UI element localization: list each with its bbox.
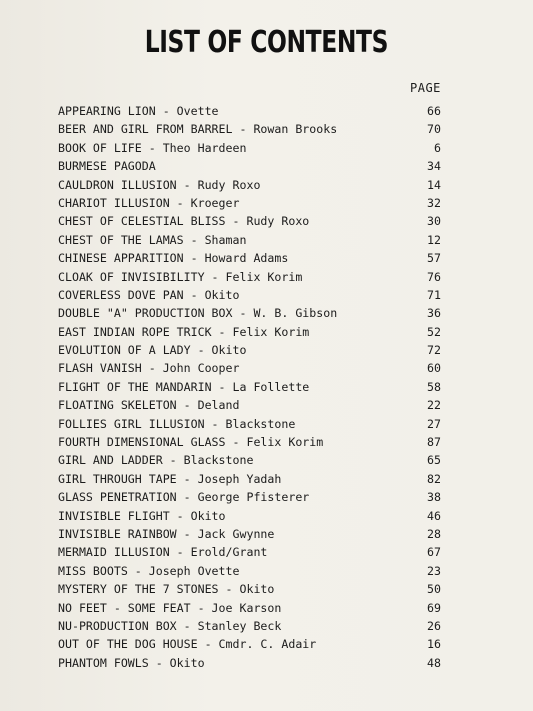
entry-title: CHINESE APPARITION - Howard Adams <box>58 251 289 266</box>
entry-page-number: 48 <box>427 655 441 670</box>
list-item <box>0 102 533 120</box>
entry-page-number: 52 <box>427 324 441 339</box>
entry-page-number: 34 <box>427 159 441 174</box>
list-item <box>0 304 533 322</box>
entry-title: BOOK OF LIFE - Theo Hardeen <box>58 140 247 155</box>
list-item <box>0 359 533 377</box>
entry-page-number: 60 <box>427 361 441 376</box>
list-item <box>0 249 533 267</box>
list-item <box>0 194 533 212</box>
list-item <box>0 139 533 157</box>
list-item <box>0 378 533 396</box>
entry-page-number: 70 <box>427 122 441 137</box>
entry-page-number: 76 <box>427 269 441 284</box>
entry-title: NU-PRODUCTION BOX - Stanley Beck <box>58 618 282 633</box>
entry-page-number: 66 <box>427 104 441 118</box>
entry-title: MISS BOOTS - Joseph Ovette <box>58 563 240 578</box>
list-item <box>0 507 533 525</box>
entry-title: GIRL THROUGH TAPE - Joseph Yadah <box>58 471 282 486</box>
list-item <box>0 488 533 506</box>
list-item <box>0 396 533 414</box>
entry-title: INVISIBLE RAINBOW - Jack Gwynne <box>58 526 275 541</box>
list-item <box>0 212 533 230</box>
entry-title: INVISIBLE FLIGHT - Okito <box>58 508 226 523</box>
entry-page-number: 57 <box>427 251 441 266</box>
entry-page-number: 26 <box>427 618 441 633</box>
entry-title: NO FEET - SOME FEAT - Joe Karson <box>58 600 282 615</box>
entry-page-number: 82 <box>427 471 441 486</box>
entry-title: CHEST OF CELESTIAL BLISS - Rudy Roxo <box>58 214 310 229</box>
entry-title: FLIGHT OF THE MANDARIN - La Follette <box>58 379 310 394</box>
entry-page-number: 32 <box>427 195 441 210</box>
entry-page-number: 28 <box>427 526 441 541</box>
entry-title: EVOLUTION OF A LADY - Okito <box>58 343 247 358</box>
entry-page-number: 14 <box>427 177 441 192</box>
entry-title: FOURTH DIMENSIONAL GLASS - Felix Korim <box>58 435 324 450</box>
entry-page-number: 22 <box>427 398 441 413</box>
list-item <box>0 635 533 653</box>
list-item <box>0 323 533 341</box>
list-item <box>0 562 533 580</box>
entry-page-number: 72 <box>427 343 441 358</box>
list-item <box>0 654 533 672</box>
entry-title: CLOAK OF INVISIBILITY - Felix Korim <box>58 269 303 284</box>
entry-page-number: 50 <box>427 582 441 597</box>
list-item <box>0 617 533 635</box>
entry-title: MYSTERY OF THE 7 STONES - Okito <box>58 582 275 597</box>
entry-title: BEER AND GIRL FROM BARREL - Rowan Brooks <box>58 122 338 137</box>
entry-page-number: 38 <box>427 490 441 505</box>
entry-page-number: 23 <box>427 563 441 578</box>
entry-title: GIRL AND LADDER - Blackstone <box>58 453 254 468</box>
entry-page-number: 6 <box>434 140 441 155</box>
entry-title: APPEARING LION - Ovette <box>58 104 219 118</box>
list-item <box>0 341 533 359</box>
list-item <box>0 120 533 138</box>
entry-title: FOLLIES GIRL ILLUSION - Blackstone <box>58 416 296 431</box>
entry-title: GLASS PENETRATION - George Pfisterer <box>58 490 310 505</box>
entry-page-number: 12 <box>427 232 441 247</box>
entry-page-number: 65 <box>427 453 441 468</box>
entry-title: OUT OF THE DOG HOUSE - Cmdr. C. Adair <box>58 637 317 652</box>
entry-title: CAULDRON ILLUSION - Rudy Roxo <box>58 177 261 192</box>
entry-title: CHEST OF THE LAMAS - Shaman <box>58 232 247 247</box>
entry-title: BURMESE PAGODA <box>58 159 156 174</box>
entry-page-number: 27 <box>427 416 441 431</box>
list-item <box>0 231 533 249</box>
list-item <box>0 525 533 543</box>
entry-page-number: 58 <box>427 379 441 394</box>
list-item <box>0 176 533 194</box>
entry-page-number: 16 <box>427 637 441 652</box>
list-item <box>0 268 533 286</box>
entry-title: PHANTOM FOWLS - Okito <box>58 655 205 670</box>
entry-page-number: 69 <box>427 600 441 615</box>
list-item <box>0 599 533 617</box>
entry-page-number: 46 <box>427 508 441 523</box>
page-title: LIST OF CONTENTS <box>144 25 389 60</box>
list-item <box>0 580 533 598</box>
entry-page-number: 30 <box>427 214 441 229</box>
list-item <box>0 286 533 304</box>
list-item <box>0 451 533 469</box>
entry-title: COVERLESS DOVE PAN - Okito <box>58 287 240 302</box>
list-item <box>0 433 533 451</box>
entry-page-number: 71 <box>427 287 441 302</box>
entry-title: FLOATING SKELETON - Deland <box>58 398 240 413</box>
entry-page-number: 87 <box>427 435 441 450</box>
list-item <box>0 543 533 561</box>
list-item <box>0 470 533 488</box>
entry-title: CHARIOT ILLUSION - Kroeger <box>58 195 240 210</box>
list-item <box>0 157 533 175</box>
entry-page-number: 67 <box>427 545 441 560</box>
entry-title: DOUBLE "A" PRODUCTION BOX - W. B. Gibson <box>58 306 338 321</box>
entry-title: EAST INDIAN ROPE TRICK - Felix Korim <box>58 324 310 339</box>
entry-title: FLASH VANISH - John Cooper <box>58 361 240 376</box>
list-item <box>0 415 533 433</box>
entry-title: MERMAID ILLUSION - Erold/Grant <box>58 545 268 560</box>
page-column-header: PAGE <box>410 81 441 95</box>
contents-list <box>0 102 533 672</box>
entry-page-number: 36 <box>427 306 441 321</box>
